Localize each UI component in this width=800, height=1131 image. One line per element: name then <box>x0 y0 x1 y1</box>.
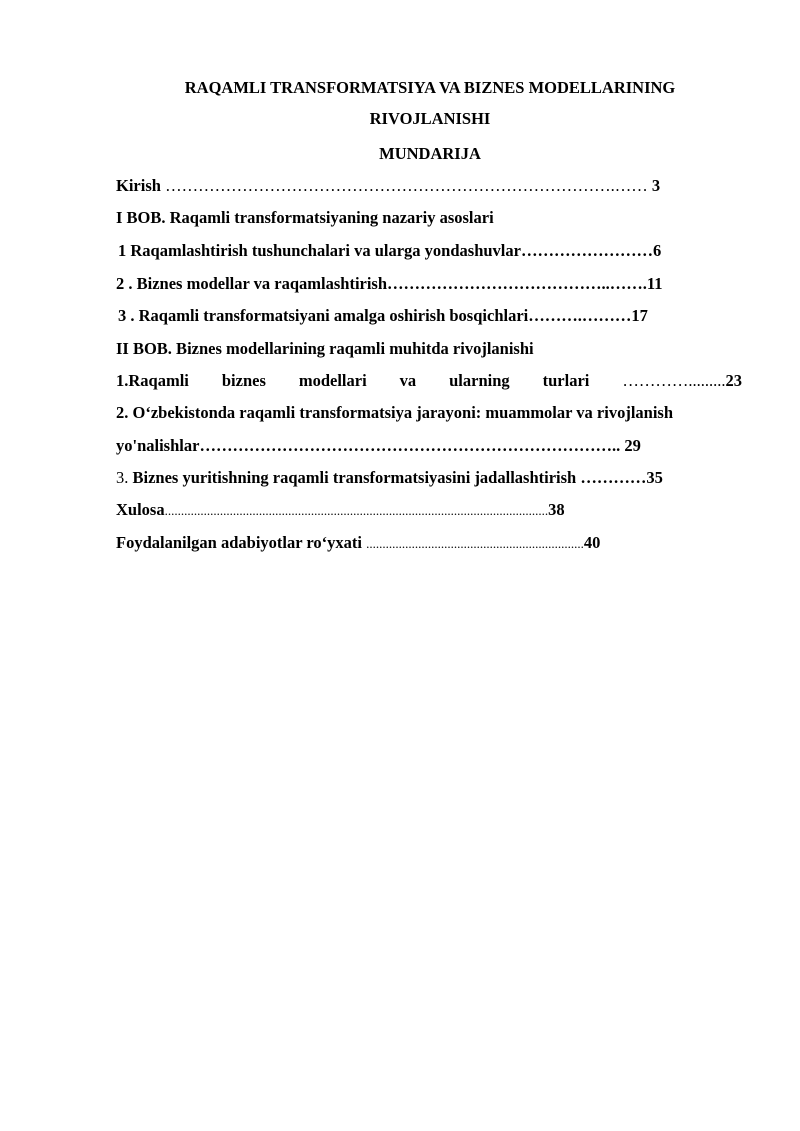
toc-entry-text: Biznes yuritishning raqamli transformatsiyasini jadallashtirish <box>132 468 581 487</box>
toc-entry-2-3 <box>116 468 746 488</box>
toc-leader-dots: ...................................................................................................................... <box>164 503 549 518</box>
toc-leader-dots: …………………… <box>520 241 653 260</box>
document-title-line2: RIVOJLANISHI <box>369 109 491 128</box>
toc-entry-2-1 <box>116 371 746 391</box>
toc-page-number: 6 <box>652 241 662 260</box>
toc-leader-dots: ……………………………………………………………………….…… <box>160 176 652 195</box>
toc-entry-2-2-line1: 2. O‘zbekistonda raqamli transformatsiya jarayoni: muammolar va rivojlanish <box>116 403 674 422</box>
document-title-line1: RAQAMLI TRANSFORMATSIYA VA BIZNES MODELLARINING <box>184 78 676 97</box>
toc-entry-text: Kirish <box>116 176 161 195</box>
toc-leader-dots: …………………………………..……. <box>387 274 647 293</box>
toc-word: turlari <box>542 371 590 390</box>
toc-leader-dots: ................................................................... <box>366 536 584 551</box>
toc-page-number: 29 <box>624 436 641 455</box>
toc-leader-dots: ……….……… <box>528 306 632 325</box>
toc-page-number: 35 <box>646 468 663 487</box>
toc-entry-text: 2 . Biznes modellar va raqamlashtirish <box>116 274 388 293</box>
toc-word: biznes <box>221 371 266 390</box>
toc-leader-dots: ………………………………………………………………….. <box>199 436 621 455</box>
toc-entry-text: 1 Raqamlashtirish tushunchalari va ularga yondashuvlar <box>118 241 521 260</box>
toc-page-number: 40 <box>583 533 601 552</box>
toc-chapter-1: I BOB. Raqamli transformatsiyaning nazariy asoslari <box>116 208 494 227</box>
toc-word: va <box>399 371 417 390</box>
toc-entry-text: 3 . Raqamli transformatsiyani amalga oshirish bosqichlari <box>118 306 529 325</box>
toc-entry-1-1 <box>118 241 748 261</box>
toc-entry-1-3 <box>118 306 748 326</box>
toc-leader-dots: ………… <box>580 468 647 487</box>
toc-entry-kirish <box>116 176 746 196</box>
toc-word: 1.Raqamli <box>116 371 189 390</box>
toc-leader-dots-2: ......... <box>688 371 726 390</box>
toc-entry-1-2 <box>116 274 746 294</box>
toc-leader-dots: ………… <box>622 371 689 390</box>
toc-word: modellari <box>298 371 367 390</box>
toc-entry-2-2-line2 <box>116 436 746 456</box>
toc-heading: MUNDARIJA <box>379 144 481 163</box>
toc-word: ularning <box>449 371 510 390</box>
toc-entry-adabiyotlar <box>116 533 746 554</box>
toc-page-number: 17 <box>631 306 648 325</box>
toc-entry-text: yo'nalishlar <box>116 436 200 455</box>
toc-entry-number: 3. <box>116 468 133 487</box>
toc-entry-text: Foydalanilgan adabiyotlar ro‘yxati <box>116 533 367 552</box>
toc-page-number: 23 <box>725 371 742 390</box>
toc-chapter-2: II BOB. Biznes modellarining raqamli muhitda rivojlanishi <box>116 339 534 358</box>
toc-page-number: 38 <box>548 500 565 519</box>
toc-page-number: 3 <box>651 176 661 195</box>
toc-entry-text: Xulosa <box>116 500 165 519</box>
toc-entry-xulosa <box>116 500 746 521</box>
toc-page-number: 11 <box>646 274 663 293</box>
